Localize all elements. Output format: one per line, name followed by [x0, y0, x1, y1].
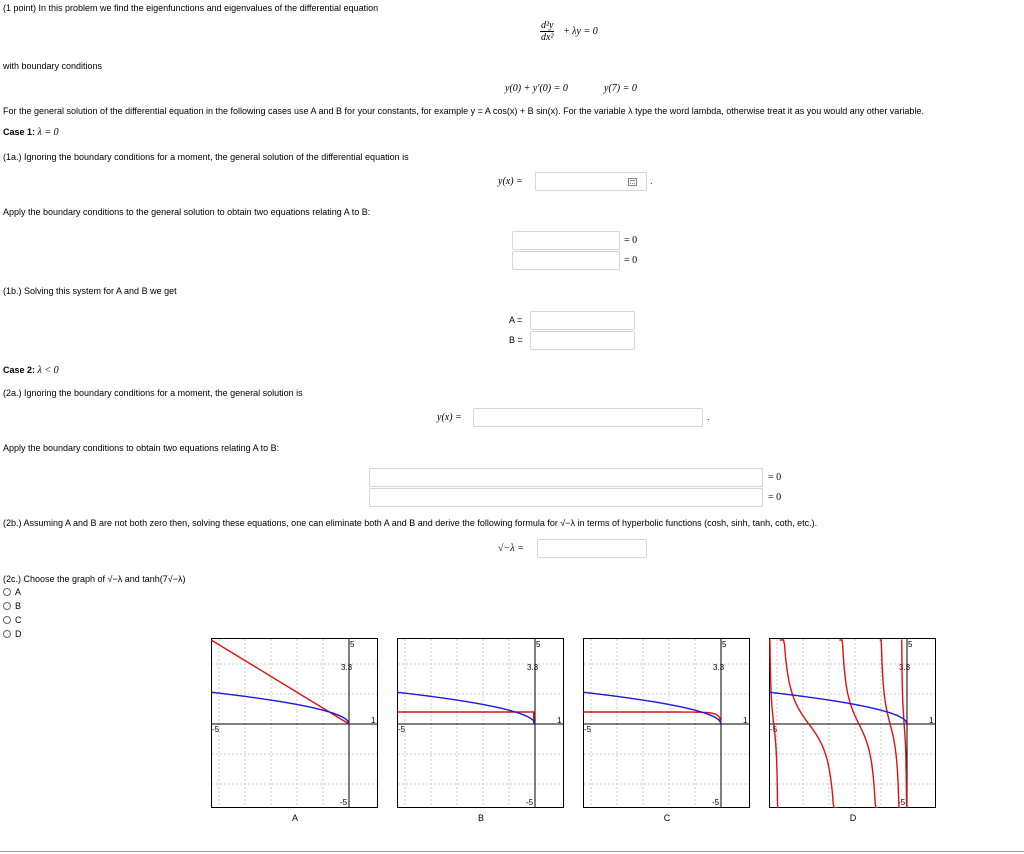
ode-numerator: d²y [541, 20, 554, 31]
question-2c: (2c.) Choose the graph of √−λ and tanh(7√−λ) [3, 574, 186, 584]
tick-right: 1 [743, 716, 748, 725]
radio-c[interactable] [3, 616, 11, 624]
problem-intro: (1 point) In this problem we find the eigenfunctions and eigenvalues of the differential equation [3, 3, 379, 13]
tick-top: 5 [908, 640, 913, 649]
graph-c [583, 638, 750, 808]
boundary-condition-1: y(0) + y′(0) = 0 [505, 83, 568, 94]
period-2: . [707, 412, 710, 422]
tick-right: 1 [371, 716, 376, 725]
graph-d-label: D [849, 813, 857, 823]
equation-editor-icon[interactable] [628, 178, 637, 186]
option-d[interactable] [3, 628, 22, 640]
graph-d [769, 638, 936, 808]
case2-equation-2-input[interactable] [369, 488, 763, 507]
case1-equation-1-rhs: = 0 [624, 235, 638, 246]
tick-bottom: -5 [898, 798, 906, 807]
tick-3-3: 3.3 [713, 663, 725, 672]
tick-top: 5 [722, 640, 727, 649]
case2-equation-1-input[interactable] [369, 468, 763, 487]
case2-title-prefix: Case 2: [3, 365, 38, 375]
case2-equation-2-rhs: = 0 [768, 492, 782, 503]
sqrt-lambda-label: √−λ = [498, 543, 524, 554]
case2-title [3, 365, 59, 376]
case2-title-math: λ < 0 [37, 365, 59, 376]
b-label: B = [509, 335, 523, 345]
graph-b-plot [397, 638, 564, 808]
graph-a-plot [211, 638, 378, 808]
graph-b [397, 638, 564, 808]
tick-top: 5 [536, 640, 541, 649]
a-label: A = [509, 315, 523, 325]
graph-c-label: C [663, 813, 671, 823]
option-b-label: B [15, 601, 22, 611]
radio-a[interactable] [3, 588, 11, 596]
case1-equation-1-input[interactable] [512, 231, 620, 250]
tick-bottom: -5 [712, 798, 720, 807]
tick-right: 1 [929, 716, 934, 725]
sqrt-lambda-input[interactable] [537, 539, 647, 558]
option-a[interactable] [3, 586, 21, 598]
tick-left: -5 [212, 725, 220, 734]
case1-equation-2-input[interactable] [512, 251, 620, 270]
graph-c-plot [583, 638, 750, 808]
radio-b[interactable] [3, 602, 11, 610]
boundary-condition-2: y(7) = 0 [604, 83, 637, 94]
tick-top: 5 [350, 640, 355, 649]
tick-3-3: 3.3 [527, 663, 539, 672]
graph-a-label: A [291, 813, 298, 823]
case1-title [3, 127, 59, 138]
case2-general-solution-input[interactable] [473, 408, 703, 427]
case2-equation-1-rhs: = 0 [768, 472, 782, 483]
boundary-conditions-label: with boundary conditions [3, 61, 103, 71]
graph-d-plot [769, 638, 936, 808]
case1-equation-2-rhs: = 0 [624, 255, 638, 266]
case1-title-math: λ = 0 [37, 127, 59, 138]
tick-bottom: -5 [526, 798, 534, 807]
tick-3-3: 3.3 [341, 663, 353, 672]
option-d-label: D [15, 629, 22, 639]
case1-title-prefix: Case 1: [3, 127, 38, 137]
general-solution-note: For the general solution of the differential equation in the following cases use A and B for your constants, for example y = A cos(x) + B sin(x). For the variable λ type the word lambda, otherwise treat it as you would any other variable. [3, 106, 924, 116]
question-2a: (2a.) Ignoring the boundary conditions for a moment, the general solution is [3, 388, 303, 398]
tick-left: -5 [398, 725, 406, 734]
option-b[interactable] [3, 600, 21, 612]
case2-apply-bc: Apply the boundary conditions to obtain two equations relating A to B: [3, 443, 280, 453]
ode-rest: + λy = 0 [562, 25, 598, 37]
ode-fraction [540, 20, 554, 43]
graph-a [211, 638, 378, 808]
question-2b: (2b.) Assuming A and B are not both zero then, solving these equations, one can eliminate both A and B and derive the following formula for √−λ in terms of hyperbolic functions (cosh, sinh, tanh, coth, etc.). [3, 518, 818, 528]
case1-y-label: y(x) = [498, 176, 523, 187]
option-c-label: C [15, 615, 22, 625]
option-c[interactable] [3, 614, 22, 626]
question-1a: (1a.) Ignoring the boundary conditions for a moment, the general solution of the differential equation is [3, 152, 409, 162]
case1-apply-bc: Apply the boundary conditions to the general solution to obtain two equations relating A to B: [3, 207, 371, 217]
option-a-label: A [15, 587, 22, 597]
ode-denominator: dx² [541, 32, 554, 43]
question-1b: (1b.) Solving this system for A and B we get [3, 286, 177, 296]
tick-left: -5 [770, 725, 778, 734]
tick-bottom: -5 [340, 798, 348, 807]
graph-b-label: B [477, 813, 484, 823]
b-value-input[interactable] [530, 331, 635, 350]
radio-d[interactable] [3, 630, 11, 638]
bottom-divider [0, 851, 1024, 852]
tick-3-3: 3.3 [899, 663, 911, 672]
tick-right: 1 [557, 716, 562, 725]
tick-left: -5 [584, 725, 592, 734]
period: . [650, 176, 653, 186]
case2-y-label: y(x) = [437, 412, 462, 423]
a-value-input[interactable] [530, 311, 635, 330]
ode-equation [540, 20, 598, 43]
